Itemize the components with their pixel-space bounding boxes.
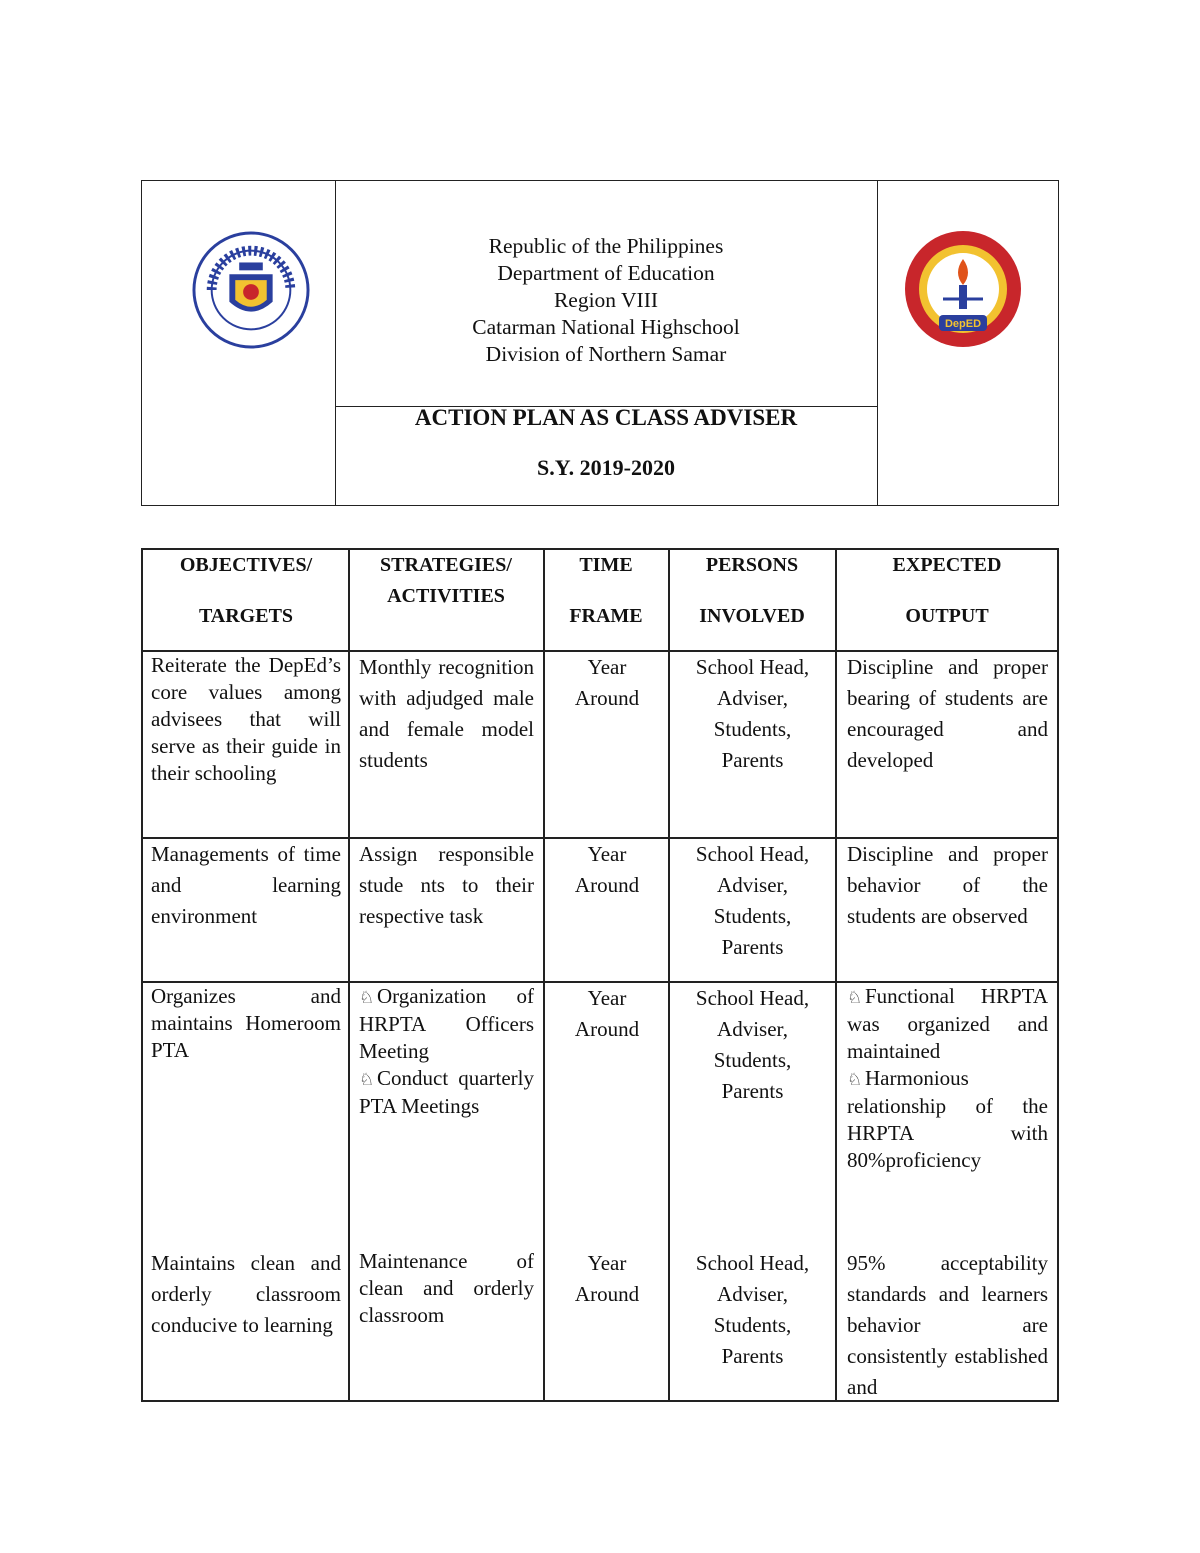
table-cell-output: [847, 983, 1048, 1174]
table-cell-strategy: Monthly recognition with adjudged male and female model students: [359, 655, 534, 772]
list-item: ♘ Organization of HRPTA Officers Meeting: [359, 984, 534, 1063]
letterhead-box: [141, 180, 1059, 506]
table-cell-time-frame: Year Around: [574, 842, 640, 897]
table-cell-persons: School Head, Adviser, Students, Parents: [695, 842, 810, 959]
bell-bullet-icon: ♘: [847, 1070, 863, 1089]
letterhead-line: Division of Northern Samar: [485, 342, 727, 366]
table-cell-output: Discipline and proper behavior of the students are observed: [847, 842, 1048, 928]
school-year: S.Y. 2019-2020: [537, 455, 675, 480]
letterhead-line: Republic of the Philippines: [488, 234, 724, 258]
table-cell-persons: School Head, Adviser, Students, Parents: [695, 986, 810, 1103]
letterhead-line: Region VIII: [553, 288, 659, 312]
column-header-strategies: STRATEGIES/ ACTIVITIES: [380, 554, 512, 607]
divider: [877, 181, 878, 505]
school-seal-logo: [903, 229, 1023, 349]
document-title: ACTION PLAN AS CLASS ADVISER: [414, 405, 798, 430]
bell-bullet-icon: ♘: [359, 1070, 375, 1089]
table-cell-strategy: Maintenance of clean and orderly classroom: [359, 1249, 534, 1327]
school-seal-badge-text: DepED: [944, 318, 982, 330]
letterhead-line: Catarman National Highschool: [472, 315, 740, 339]
column-header-output: EXPECTED OUTPUT: [892, 554, 1002, 627]
action-plan-table: [141, 548, 1059, 1402]
list-item: ♘ Harmonious relationship of the HRPTA with 80%proficiency: [847, 1066, 1048, 1172]
list-item: ♘ Conduct quarterly PTA Meetings: [359, 1066, 534, 1118]
table-cell-output: 95% acceptability standards and learners behavior are consistently established and: [847, 1251, 1048, 1399]
table-cell-output: Discipline and proper bearing of students are encouraged and developed: [847, 655, 1048, 772]
table-cell-persons: School Head, Adviser, Students, Parents: [695, 655, 810, 772]
bell-bullet-icon: ♘: [847, 988, 863, 1007]
column-header-persons: PERSONS INVOLVED: [699, 554, 805, 627]
column-header-time-frame: TIME FRAME: [569, 554, 643, 627]
column-header-objectives: OBJECTIVES/ TARGETS: [179, 554, 313, 627]
table-cell-time-frame: Year Around: [574, 1251, 640, 1306]
table-cell-objective: Maintains clean and orderly classroom conducive to learning: [151, 1251, 341, 1337]
bell-bullet-icon: ♘: [359, 988, 375, 1007]
table-cell-objective: Managements of time and learning environment: [151, 842, 341, 928]
letterhead-lines: [335, 233, 877, 368]
list-item: ♘ Functional HRPTA was organized and maintained: [847, 984, 1048, 1063]
table-cell-time-frame: Year Around: [574, 655, 640, 710]
deped-seal-logo: [192, 231, 310, 349]
table-cell-strategy: [359, 983, 534, 1120]
table-cell-objective: Organizes and maintains Homeroom PTA: [151, 984, 341, 1062]
letterhead-line: Department of Education: [497, 261, 715, 285]
table-cell-persons: School Head, Adviser, Students, Parents: [695, 1251, 810, 1368]
table-cell-objective: Reiterate the DepEd’s core values among advisees that will serve as their guide in their schooling: [151, 653, 341, 785]
table-cell-strategy: Assign responsible stude nts to their respective task: [359, 842, 534, 928]
table-cell-time-frame: Year Around: [574, 986, 640, 1041]
